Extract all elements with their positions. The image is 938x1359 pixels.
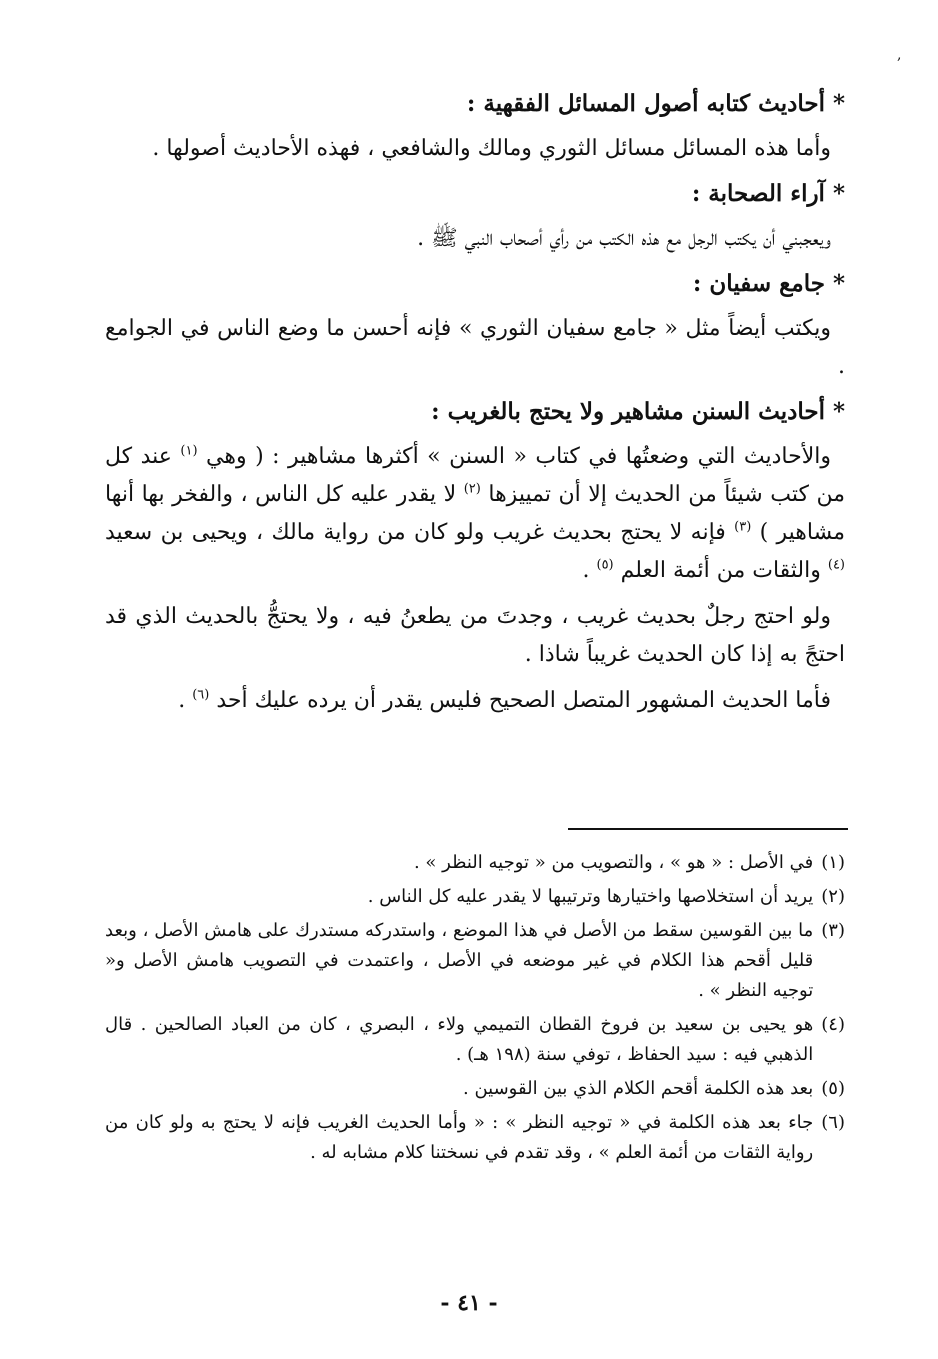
footnote: [105, 916, 845, 1006]
paragraph: وأما هذه المسائل مسائل الثوري ومالك والشافعي ، فهذه الأحاديث أصولها .: [152, 136, 831, 161]
footnotes: [105, 846, 845, 1172]
section-heading: * آراء الصحابة :: [691, 180, 845, 207]
footnote-text: جاء بعد هذه الكلمة في « توجيه النظر » : « وأما الحديث الغريب فإنه لا يحتج به ولو كان من رواية الثقات من أئمة العلم » ، وقد تقدم في نسختنا كلام مشابه له .: [105, 1112, 814, 1163]
footnote: [105, 1010, 845, 1070]
footnote-number: (١): [821, 852, 845, 873]
footnote-number: (٤): [821, 1014, 845, 1035]
footnote-ref: (٥): [596, 557, 614, 573]
footnote-text: ما بين القوسين سقط من الأصل في هذا الموضع ، واستدركه مستدرك على هامش الأصل ، وبعد قليل أقحم هذا الكلام في غير موضعه في الأصل ، واعتمدت في التصويب هامش الأصل و« توجيه النظر » .: [105, 920, 814, 1001]
footnote-text: يريد أن استخلاصها واختيارها وترتيبها لا يقدر عليه كل الناس .: [367, 886, 814, 907]
footnote-ref: (٢): [463, 481, 481, 497]
paragraph: ويعجبني أن يكتب الرجل مع هذه الكتب من رأي أصحاب النبي ﷺ .: [417, 226, 831, 251]
page-number: - ٤١ -: [440, 1290, 498, 1316]
paragraph: والأحاديث التي وضعتُها في كتاب « السنن » أكثرها مشاهير : ( وهي $^{(١)}$ عند كل من كتب شيئاً من الحديث إلا أن تمييزها $^{(٢)}$ لا يقدر عليه كل الناس ، والفخر بها أنها مشاهير ) $^{(٣)}$ فإنه لا يحتج بحديث غريب ولو كان من رواية مالك ، ويحيى بن سعيد $^{(٤)}$ والثقات من أئمة العلم $^{(٥)}$ .: [105, 443, 845, 583]
paragraph: ويكتب أيضاً مثل « جامع سفيان الثوري » فإنه أحسن ما وضع الناس في الجوامع .: [105, 316, 845, 379]
page-corner-mark: ,: [897, 47, 902, 63]
footnote-separator: [568, 828, 848, 830]
section-heading: * أحاديث السنن مشاهير ولا يحتج بالغريب :: [431, 398, 845, 425]
footnote-number: (٣): [821, 920, 845, 941]
footnote: [105, 1108, 845, 1168]
footnote-text: بعد هذه الكلمة أقحم الكلام الذي بين القوسين .: [463, 1078, 814, 1099]
footnote-text: هو يحيى بن سعيد بن فروخ القطان التميمي ولاء ، البصري ، كان من العباد الصالحين . قال الذهبي فيه : سيد الحفاظ ، توفي سنة (١٩٨ هـ) .: [105, 1014, 814, 1065]
footnote-text: في الأصل : « هو » ، والتصويب من « توجيه النظر » .: [413, 852, 814, 873]
footnote-number: (٥): [821, 1078, 845, 1099]
footnote-ref: (٣): [734, 519, 752, 535]
paragraph: ولو احتج رجلٌ بحديث غريب ، وجدتَ من يطعنُ فيه ، ولا يحتجُّ بالحديث الذي قد احتجً به إذا كان الحديث غريباً شاذا .: [105, 604, 845, 667]
footnote-ref: (٤): [827, 557, 845, 573]
footnote-number: (٢): [821, 886, 845, 907]
footnote-ref: (٦): [192, 687, 210, 703]
section-heading: * أحاديث كتابه أصول المسائل الفقهية :: [466, 90, 845, 117]
section-heading: * جامع سفيان :: [692, 270, 845, 297]
footnote: [105, 882, 845, 912]
footnote-number: (٦): [821, 1112, 845, 1133]
footnote: [105, 1074, 845, 1104]
main-text: [105, 82, 845, 724]
footnote: [105, 848, 845, 878]
paragraph: فأما الحديث المشهور المتصل الصحيح فليس يقدر أن يرده عليك أحد $^{(٦)}$ .: [178, 687, 831, 713]
footnote-ref: (١): [180, 443, 198, 459]
